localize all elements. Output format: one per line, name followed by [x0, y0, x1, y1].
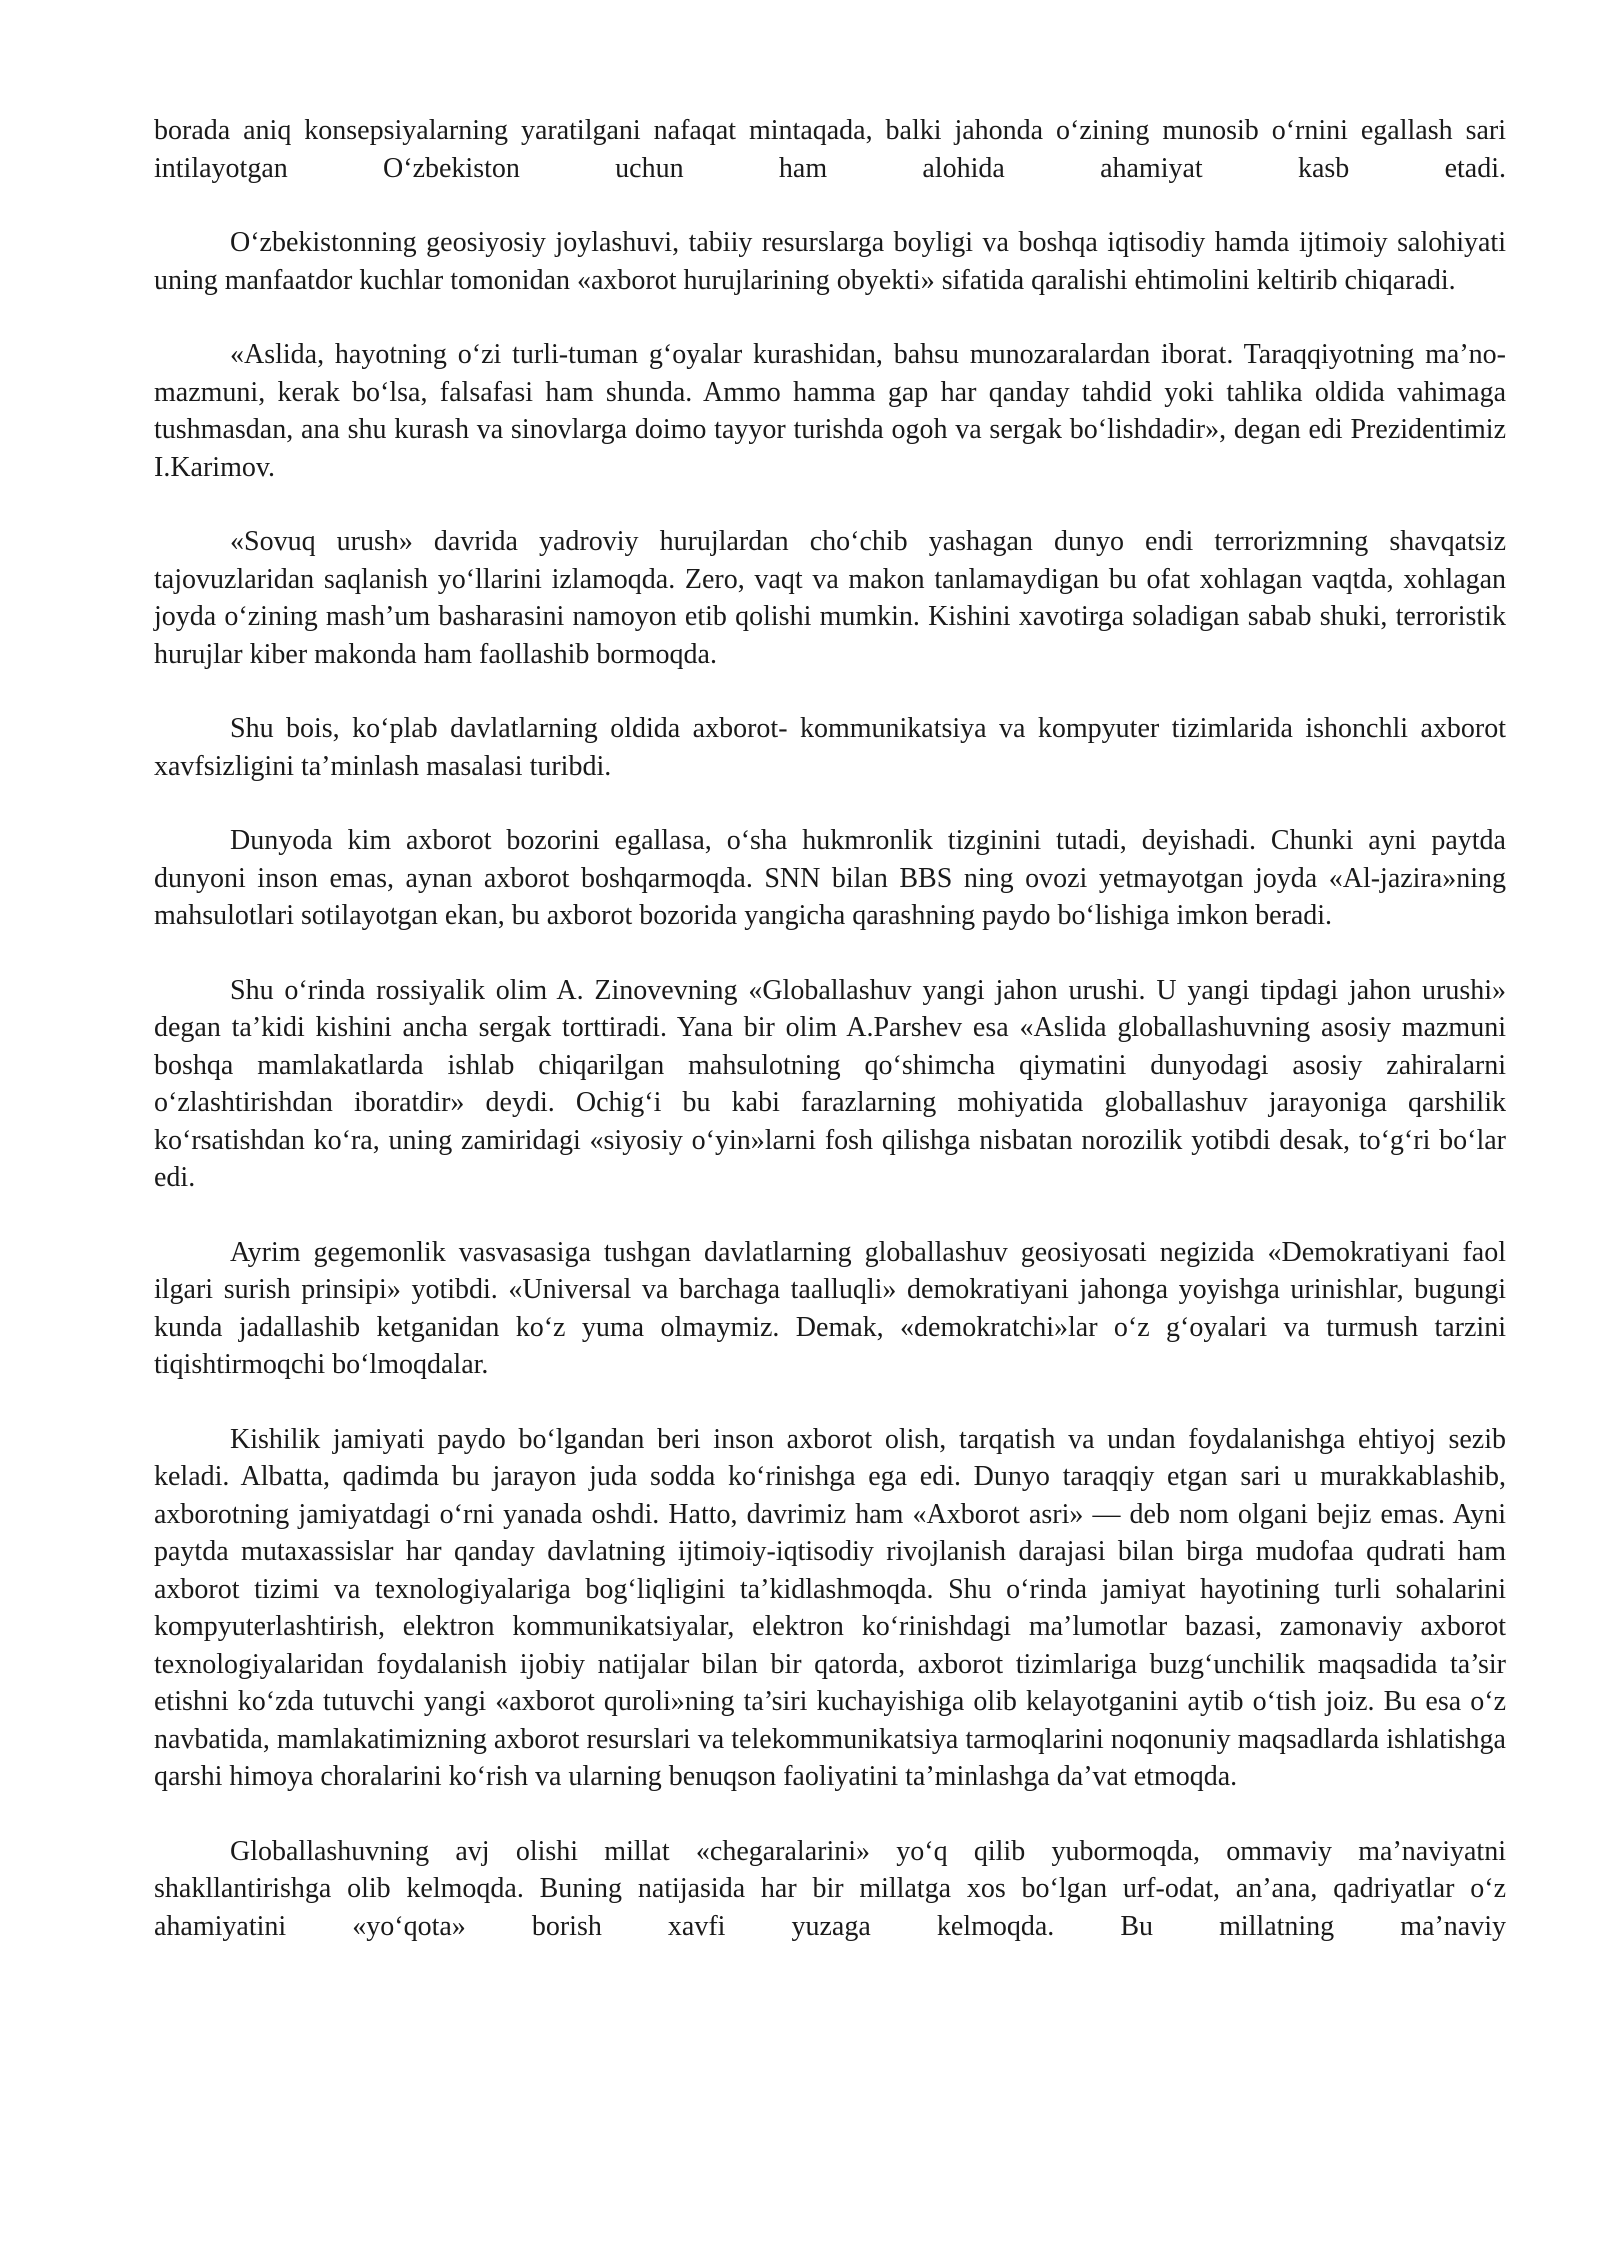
paragraph-1: borada aniq konsepsiyalarning yaratilgani nafaqat mintaqada, balki jahonda o‘zining munosib o‘rnini egallash sari intilayotgan O‘zbekiston uchun ham alohida ahamiyat kasb etadi. [154, 115, 1506, 184]
paragraph-10: Globallashuvning avj olishi millat «chegaralarini» yo‘q qilib yubormoqda, ommaviy ma’naviyatni shakllantirishga olib kelmoqda. Buning natijasida har bir millatga xos bo‘lgan urf-odat, an’ana, qadriyatlar o‘z ahamiyatini «yo‘qota» borish xavfi yuzaga kelmoqda. Bu millatning ma’naviy [154, 1835, 1506, 1942]
paragraph-8: Ayrim gegemonlik vasvasasiga tushgan davlatlarning globallashuv geosiyosati negizida «Demokratiyani faol ilgari surish prinsipi» yotibdi. «Universal va barchaga taalluqli» demokratiyani jahonga yoyishga urinishlar, bugungi kunda jadallashib ketganidan ko‘z yuma olmaymiz. Demak, «demokratchi»lar o‘z g‘oyalari va turmush tarzini tiqishtirmoqchi bo‘lmoqdalar. [154, 1236, 1506, 1380]
paragraph-4: «Sovuq urush» davrida yadroviy hurujlardan cho‘chib yashagan dunyo endi terrorizmning shavqatsiz tajovuzlaridan saqlanish yo‘llarini izlamoqda. Zero, vaqt va makon tanlamaydigan bu ofat xohlagan vaqtda, xohlagan joyda o‘zining mash’um basharasini namoyon etib qolishi mumkin. Kishini xavotirga soladigan sabab shuki, terroristik hurujlar kiber makonda ham faollashib bormoqda. [154, 526, 1506, 670]
paragraph-3: «Aslida, hayotning o‘zi turli-tuman g‘oyalar kurashidan, bahsu munozaralardan iborat. Taraqqiyotning ma’no-mazmuni, kerak bo‘lsa, falsafasi ham shunda. Ammo hamma gap har qanday tahdid yoki tahlika oldida vahimaga tushmasdan, ana shu kurash va sinovlarga doimo tayyor turishda ogoh va sergak bo‘lishdadir», degan edi Prezidentimiz I.Karimov. [154, 339, 1506, 483]
paragraph-2: O‘zbekistonning geosiyosiy joylashuvi, tabiiy resurslarga boyligi va boshqa iqtisodiy hamda ijtimoiy salohiyati uning manfaatdor kuchlar tomonidan «axborot hurujlarining obyekti» sifatida qaralishi ehtimolini keltirib chiqaradi. [154, 227, 1506, 296]
paragraph-7: Shu o‘rinda rossiyalik olim A. Zinovevning «Globallashuv yangi jahon urushi. U yangi tipdagi jahon urushi» degan ta’kidi kishini ancha sergak torttiradi. Yana bir olim A.Parshev esa «Aslida globallashuvning asosiy mazmuni boshqa mamlakatlarda ishlab chiqarilgan mahsulotning qo‘shimcha qiymatini dunyodagi asosiy zahiralarni o‘zlashtirishdan iboratdir» deydi. Ochig‘i bu kabi farazlarning mohiyatida globallashuv jarayoniga qarshilik ko‘rsatishdan ko‘ra, uning zamiridagi «siyosiy o‘yin»larni fosh qilishga nisbatan norozilik yotibdi desak, to‘g‘ri bo‘lar edi. [154, 974, 1506, 1193]
paragraph-9: Kishilik jamiyati paydo bo‘lgandan beri inson axborot olish, tarqatish va undan foydalanishga ehtiyoj sezib keladi. Albatta, qadimda bu jarayon juda sodda ko‘rinishga ega edi. Dunyo taraqqiy etgan sari u murakkablashib, axborotning jamiyatdagi o‘rni yanada oshdi. Hatto, davrimiz ham «Axborot asri» — deb nom olgani bejiz emas. Ayni paytda mutaxassislar har qanday davlatning ijtimoiy-iqtisodiy rivojlanish darajasi bilan birga mudofaa qudrati ham axborot tizimi va texnologiyalariga bog‘liqligini ta’kidlashmoqda. Shu o‘rinda jamiyat hayotining turli sohalarini kompyuterlashtirish, elektron kommunikatsiyalar, elektron ko‘rinishdagi ma’lumotlar bazasi, zamonaviy axborot texnologiyalaridan foydalanish ijobiy natijalar bilan bir qatorda, axborot tizimlariga buzg‘unchilik maqsadida ta’sir etishni ko‘zda tutuvchi yangi «axborot quroli»ning ta’siri kuchayishiga olib kelayotganini aytib o‘tish joiz. Bu esa o‘z navbatida, mamlakatimizning axborot resurslari va telekommunikatsiya tarmoqlarini noqonuniy maqsadlarda ishlatishga qarshi himoya choralarini ko‘rish va ularning benuqson faoliyatini ta’minlashga da’vat etmoqda. [154, 1423, 1506, 1792]
paragraph-6: Dunyoda kim axborot bozorini egallasa, o‘sha hukmronlik tizginini tutadi, deyishadi. Chunki ayni paytda dunyoni inson emas, aynan axborot boshqarmoqda. SNN bilan BBS ning ovozi yetmayotgan joyda «Al-jazira»ning mahsulotlari sotilayotgan ekan, bu axborot bozorida yangicha qarashning paydo bo‘lishiga imkon beradi. [154, 825, 1506, 931]
paragraph-5: Shu bois, ko‘plab davlatlarning oldida axborot- kommunikatsiya va kompyuter tizimlarida ishonchli axborot xavfsizligini ta’minlash masalasi turibdi. [154, 713, 1506, 782]
document-page [154, 112, 1506, 1945]
